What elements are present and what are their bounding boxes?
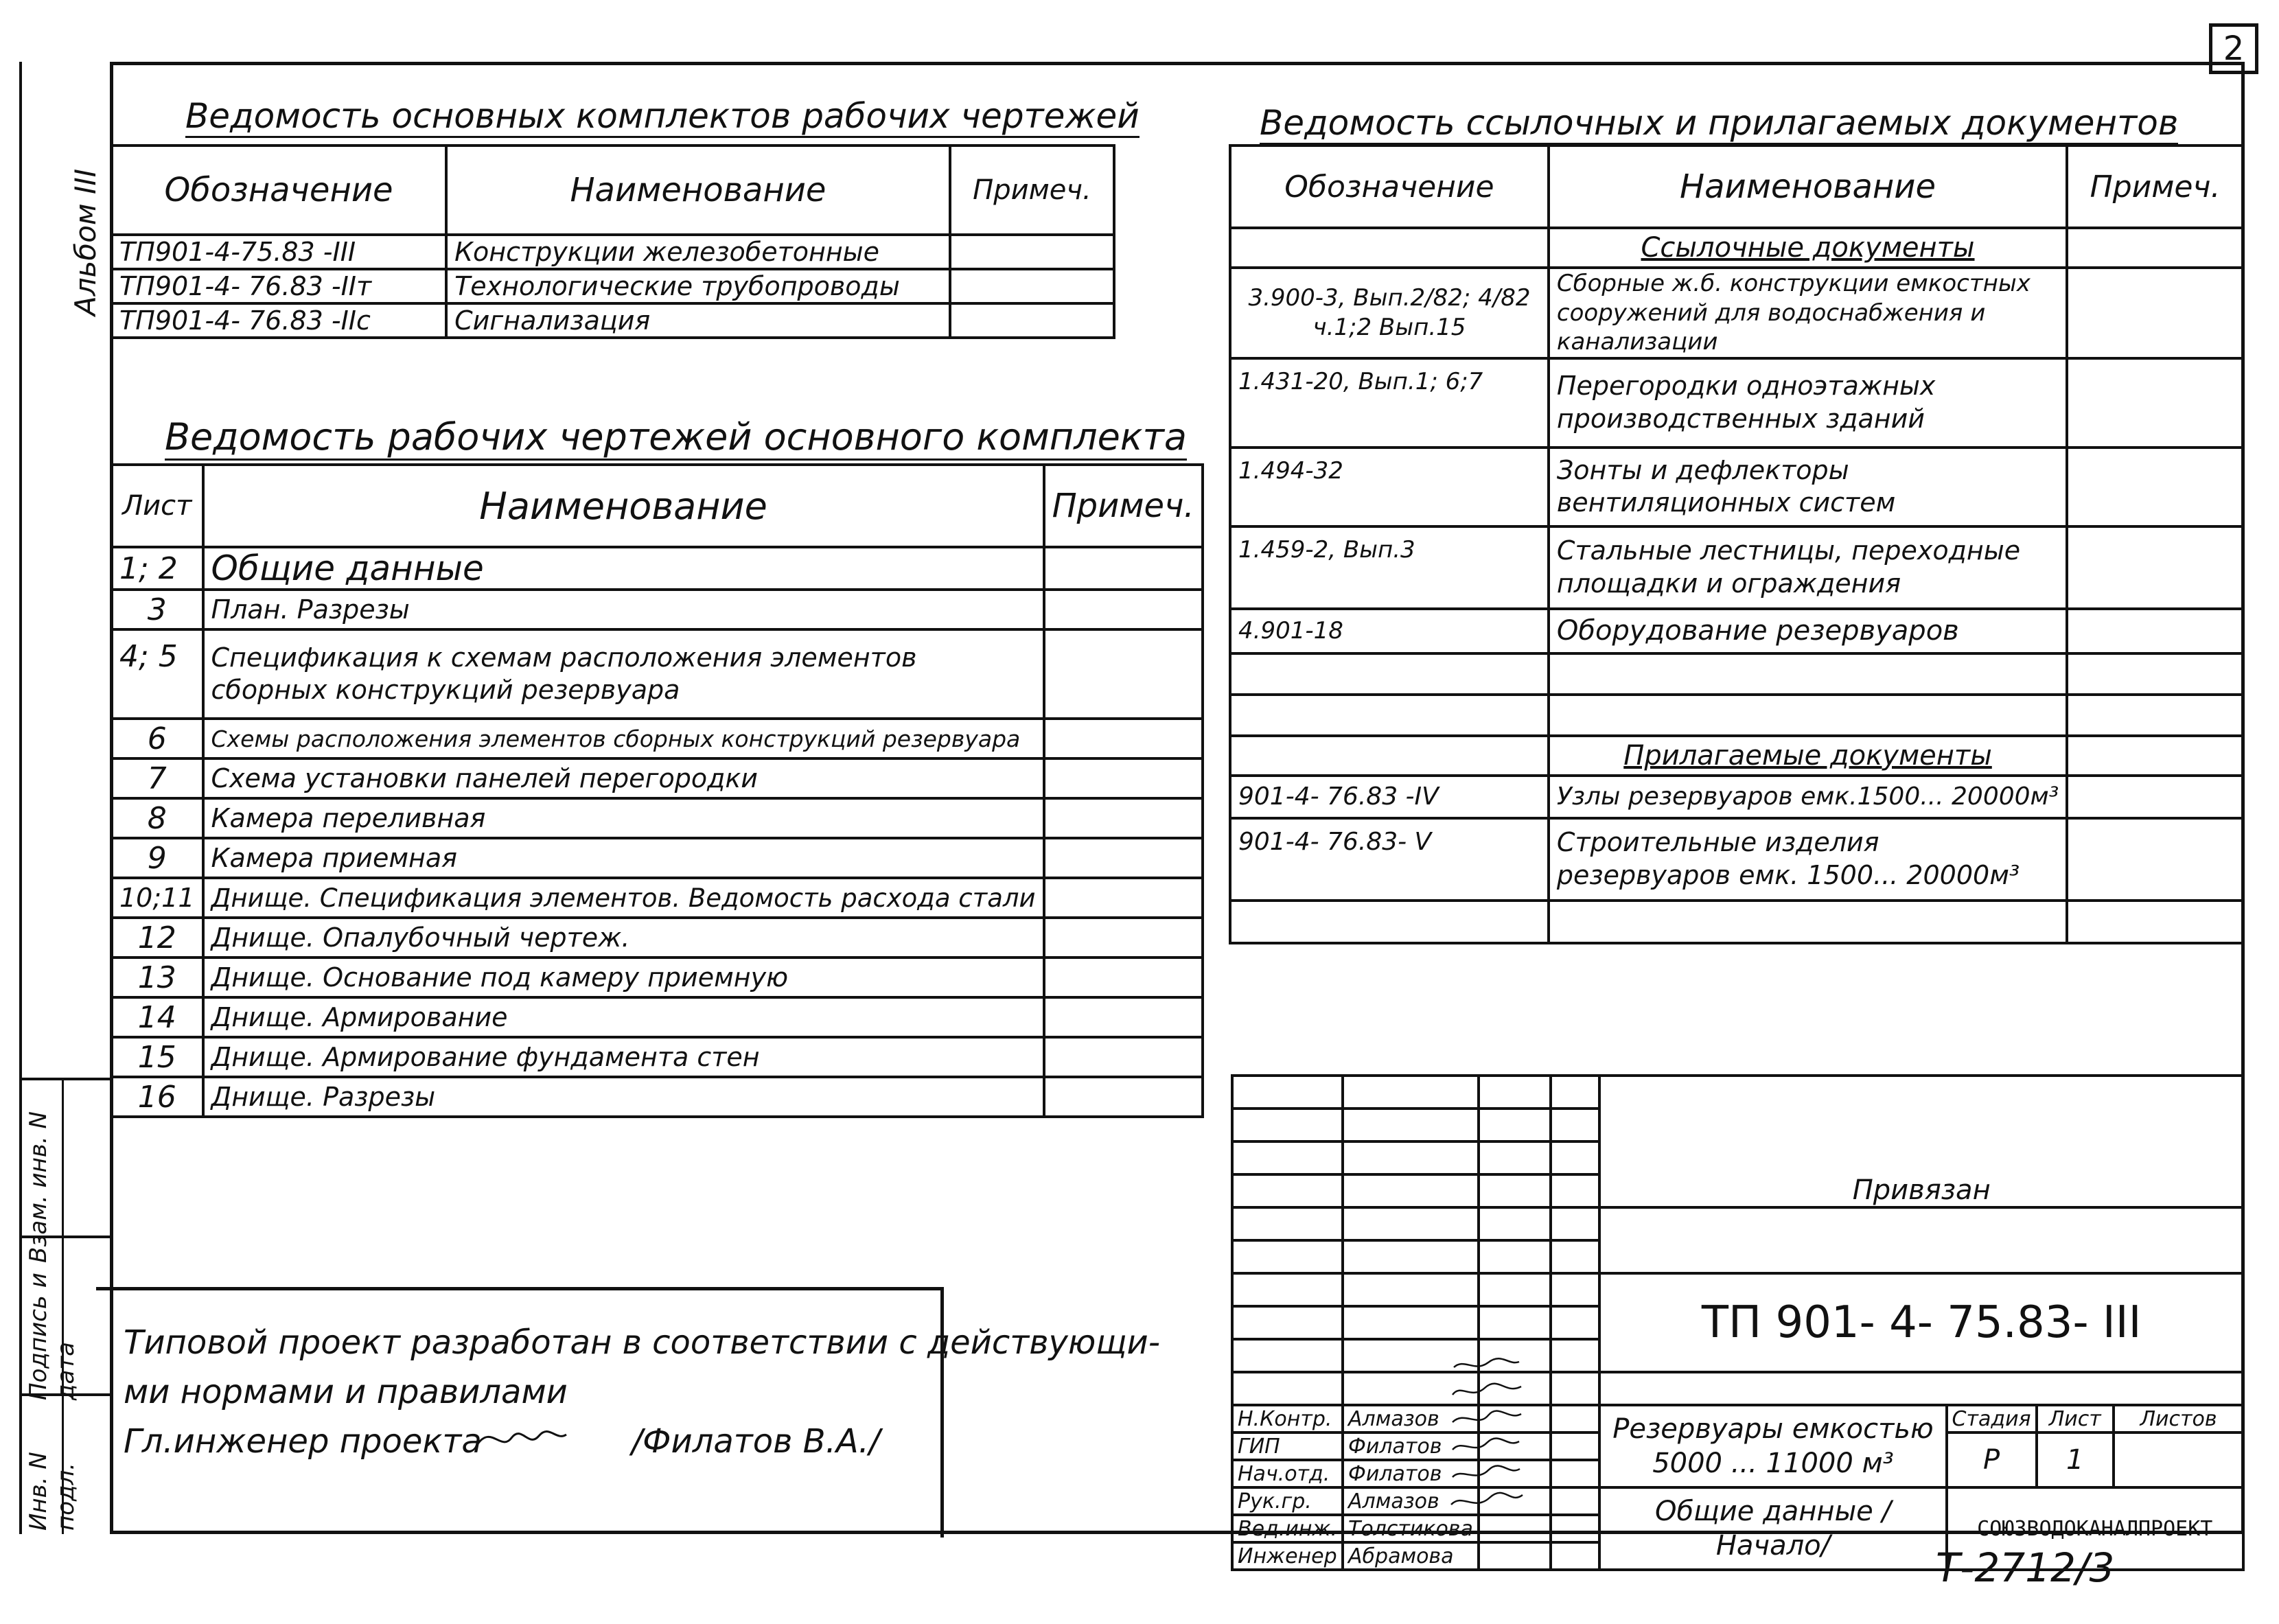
table-row: 1.431-20, Вып.1; 6;7 Перегородки одноэтажных производственных зданий bbox=[1230, 358, 2243, 448]
table-row: 1; 2 Общие данные bbox=[111, 547, 1203, 590]
album-label: Альбом III bbox=[69, 168, 102, 316]
section-att-heading: Прилагаемые документы bbox=[1549, 736, 2067, 776]
table-row: 4.901-18 Оборудование резервуаров bbox=[1230, 609, 2243, 653]
col-header-note: Примеч. bbox=[2067, 146, 2243, 228]
table-row: 9 Камера приемная bbox=[111, 838, 1203, 878]
table-row: 6 Схемы расположения элементов сборных конструкций резервуара bbox=[111, 719, 1203, 758]
col-header-designation: Обозначение bbox=[1230, 146, 1549, 228]
table-row: 15 Днище. Армирование фундамента стен bbox=[111, 1037, 1203, 1077]
note-line-1: Типовой проект разработан в соответствии с действующи- bbox=[124, 1323, 1161, 1362]
table-row: ТП901-4- 76.83 -IIт Технологические трубопроводы bbox=[111, 269, 1114, 303]
table-row: 3.900-3, Вып.2/82; 4/82 ч.1;2 Вып.15 Сборные ж.б. конструкции емкостных сооружений для водоснабжения и канализации bbox=[1230, 268, 2243, 358]
ref-docs-table bbox=[1229, 144, 2245, 944]
table-row: 14 Днище. Армирование bbox=[111, 997, 1203, 1037]
table-row: 13 Днище. Основание под камеру приемную bbox=[111, 958, 1203, 997]
table-row: 3 План. Разрезы bbox=[111, 590, 1203, 629]
table-row: 8 Камера переливная bbox=[111, 798, 1203, 838]
ref-docs-title: Ведомость ссылочных и прилагаемых документов bbox=[1260, 103, 2178, 143]
role-row: Н.Контр. Алмазов Резервуары емкостью 5000 ... 11000 м³ Стадия Лист Листов bbox=[1232, 1405, 2243, 1432]
col-header-note: Примеч. bbox=[1044, 465, 1203, 547]
sheet-title: Общие данные /Начало/ bbox=[1599, 1487, 1946, 1570]
col-header-name: Наименование bbox=[446, 146, 950, 235]
sheet-number: 2 bbox=[2223, 30, 2245, 68]
role-row: Нач.отд. Филатов bbox=[1232, 1460, 2243, 1487]
archive-code: Т-2712/3 bbox=[1936, 1544, 2115, 1591]
side-stamp-vline bbox=[62, 1078, 64, 1534]
object-name: Резервуары емкостью 5000 ... 11000 м³ bbox=[1599, 1405, 1946, 1487]
project-code: ТП 901- 4- 75.83- III bbox=[1599, 1273, 2243, 1372]
col-header-name: Наименование bbox=[203, 465, 1044, 547]
table-row: 4; 5 Спецификация к схемам расположения элементов сборных конструкций резервуара bbox=[111, 629, 1203, 719]
title-block bbox=[1231, 1074, 2245, 1571]
table-row: 901-4- 76.83- V Строительные изделия резервуаров емк. 1500... 20000м³ bbox=[1230, 818, 2243, 901]
table-row: 10;11 Днище. Спецификация элементов. Ведомость расхода стали bbox=[111, 878, 1203, 918]
working-drawings-title: Ведомость рабочих чертежей основного комплекта bbox=[165, 415, 1187, 459]
stage-value: Р bbox=[1947, 1432, 2037, 1487]
organization: СОЮЗВОДОКАНАЛПРОЕКТ bbox=[1947, 1487, 2243, 1570]
sheet-number-box bbox=[2209, 23, 2258, 74]
main-sets-title: Ведомость основных комплектов рабочих чертежей bbox=[185, 96, 1140, 136]
sheet-label: Лист bbox=[2037, 1405, 2114, 1432]
side-label-original-inv: Инв. N подл. bbox=[25, 1452, 80, 1531]
note-line-3: Гл.инженер проекта bbox=[124, 1422, 482, 1461]
role-row: ГИП Филатов Р 1 bbox=[1232, 1432, 2243, 1460]
table-row: 7 Схема установки панелей перегородки bbox=[111, 758, 1203, 798]
table-row: 1.494-32 Зонты и дефлекторы вентиляционных систем bbox=[1230, 448, 2243, 526]
section-ref-heading: Ссылочные документы bbox=[1549, 228, 2067, 268]
note-line-2: ми нормами и правилами bbox=[124, 1373, 568, 1411]
col-header-sheet: Лист bbox=[111, 465, 203, 547]
table-row: 1.459-2, Вып.3 Стальные лестницы, переходные площадки и ограждения bbox=[1230, 526, 2243, 609]
col-header-designation: Обозначение bbox=[111, 146, 446, 235]
role-row: Вед.инж. Толстикова bbox=[1232, 1515, 2243, 1542]
side-label-replacement-inv: Взам. инв. N bbox=[25, 1111, 52, 1263]
table-row: ТП901-4-75.83 -III Конструкции железобетонные bbox=[111, 235, 1114, 269]
role-row: Рук.гр. Алмазов Общие данные /Начало/ СОЮЗВОДОКАНАЛПРОЕКТ bbox=[1232, 1487, 2243, 1515]
role-row: Инженер Абрамова bbox=[1232, 1542, 2243, 1570]
table-row: 12 Днище. Опалубочный чертеж. bbox=[111, 918, 1203, 958]
sheets-value bbox=[2114, 1432, 2243, 1487]
note-signer: /Филатов В.А./ bbox=[632, 1422, 881, 1461]
side-label-signature-date: Подпись и дата bbox=[25, 1273, 80, 1400]
table-row: 16 Днище. Разрезы bbox=[111, 1077, 1203, 1117]
side-stamp-divider bbox=[19, 1236, 110, 1238]
sheets-label: Листов bbox=[2114, 1405, 2243, 1432]
table-row: ТП901-4- 76.83 -IIс Сигнализация bbox=[111, 303, 1114, 338]
col-header-note: Примеч. bbox=[950, 146, 1114, 235]
stage-label: Стадия bbox=[1947, 1405, 2037, 1432]
sheet-value: 1 bbox=[2037, 1432, 2114, 1487]
main-sets-table bbox=[110, 144, 1115, 339]
working-drawings-table bbox=[110, 463, 1204, 1118]
title-block-signatures bbox=[1447, 1352, 1526, 1520]
table-row: 901-4- 76.83 -IV Узлы резервуаров емк.1500... 20000м³ bbox=[1230, 776, 2243, 818]
col-header-name: Наименование bbox=[1549, 146, 2067, 228]
attached-label: Привязан bbox=[1599, 1174, 2243, 1207]
chief-engineer-signature bbox=[474, 1421, 570, 1462]
